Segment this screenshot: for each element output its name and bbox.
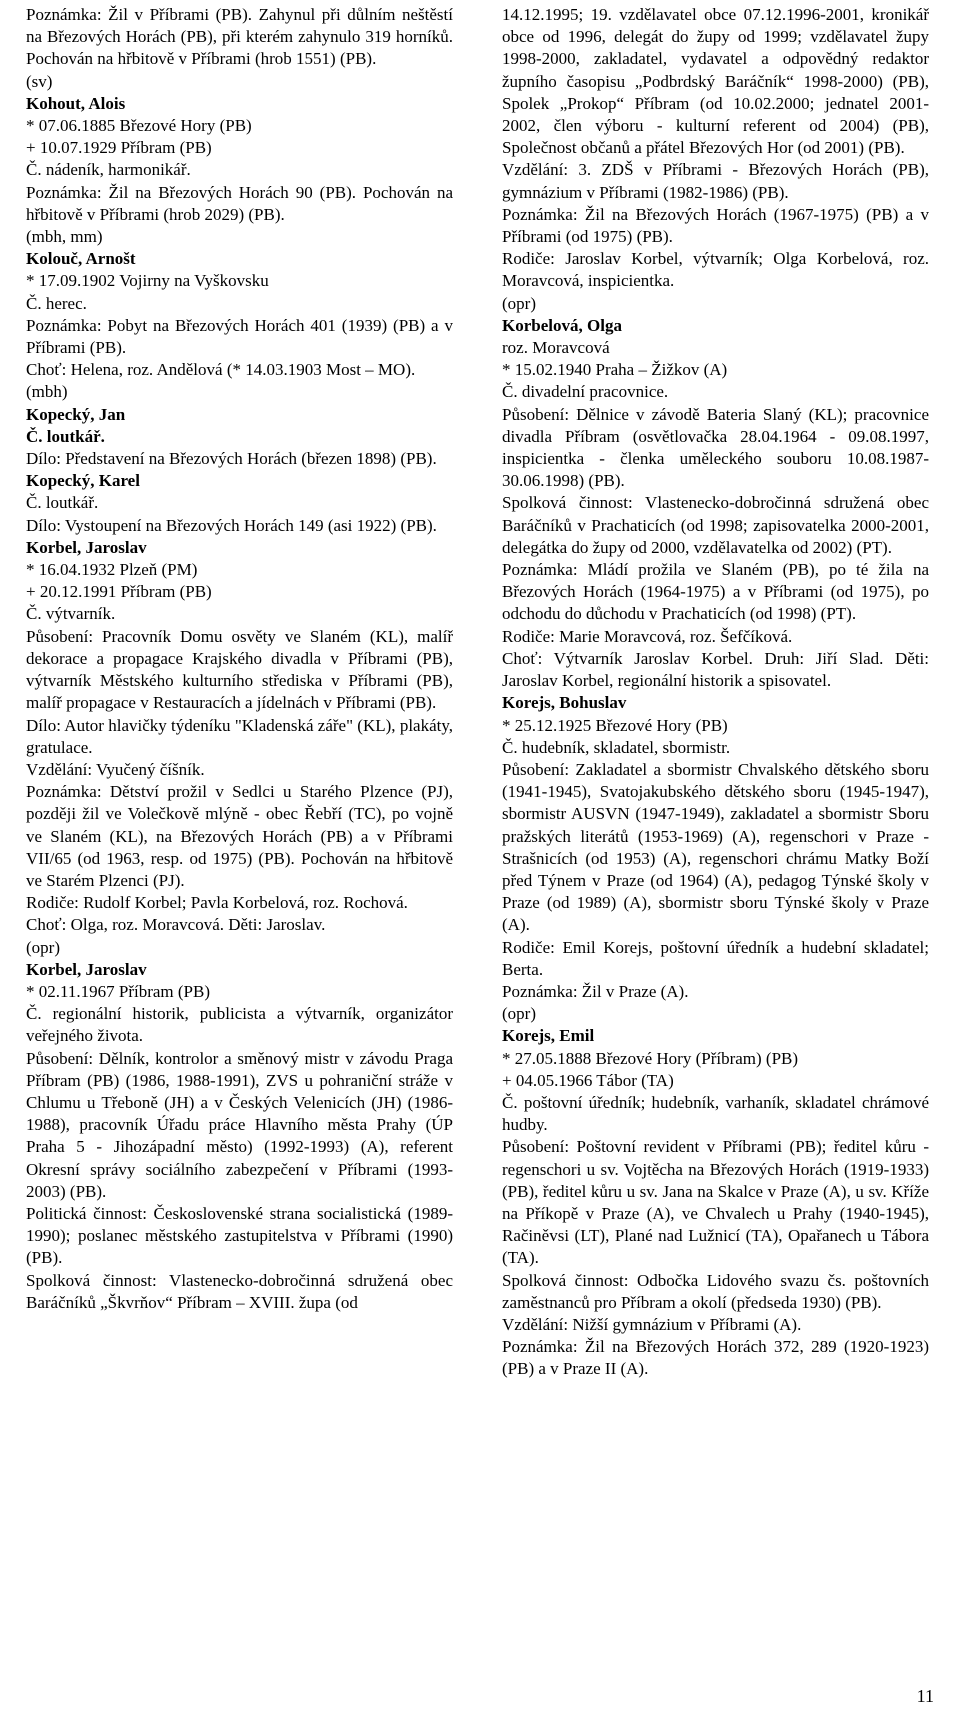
entry-line: (opr)	[502, 293, 536, 313]
entry-line: Choť: Výtvarník Jaroslav Korbel. Druh: Jiří Slad. Děti: Jaroslav Korbel, regionální historik a spisovatel.	[502, 648, 929, 691]
entry-line: Spolková činnost: Odbočka Lidového svazu čs. poštovních zaměstnanců pro Příbram a okolí (předseda 1930) (PB).	[502, 1270, 929, 1312]
entry-heading: Kolouč, Arnošt	[26, 249, 136, 269]
left-column	[26, 4, 453, 1314]
right-column	[502, 4, 929, 1381]
entry-line: * 27.05.1888 Březové Hory (Příbram) (PB)	[502, 1048, 799, 1068]
entry-line: Choť: Olga, roz. Moravcová. Děti: Jaroslav.	[26, 915, 326, 935]
entry-heading: Korbel, Jaroslav	[26, 959, 147, 979]
entry-line: Č. výtvarník.	[26, 604, 116, 624]
entry-line: Působení: Pracovník Domu osvěty ve Slaném (KL), malíř dekorace a propagace Krajského divadla v Příbrami (PB), výtvarník Městského kulturního střediska v Příbrami (PB), malíř propagace v Restauracích a jídelnách v Příbrami (PB).	[26, 626, 453, 713]
entry-line: Poznámka: Pobyt na Březových Horách 401 (1939) (PB) a v Příbrami (PB).	[26, 315, 453, 358]
entry-line: Dílo: Autor hlavičky týdeníku "Kladenská záře" (KL), plakáty, gratulace.	[26, 715, 453, 757]
entry-line: Poznámka: Žil na Březových Horách (1967-1975) (PB) a v Příbrami (od 1975) (PB).	[502, 204, 929, 247]
entry-line: Rodiče: Rudolf Korbel; Pavla Korbelová, roz. Rochová.	[26, 893, 408, 913]
entry-line: Působení: Dělnice v závodě Bateria Slaný (KL); pracovnice divadla Příbram (osvětlovačka 28.04.1964 - 09.08.1997, inspicientka - členka uměleckého souboru 10.08.1987-30.06.1998) (PB).	[502, 404, 929, 491]
entry-line: Dílo: Vystoupení na Březových Horách 149 (asi 1922) (PB).	[26, 515, 437, 535]
entry-line: Působení: Dělník, kontrolor a směnový mistr v závodu Praga Příbram (PB) (1986, 1988-1991), ZVS u pohraniční stráže v Chlumu u Třeboně (JH) a v Českých Velenicích (JH) (1986-1988), pracovník Úřadu práce Hlavního města Prahy (ÚP Praha 5 - Jihozápadní město) (1992-1993) (A), referent Okresní správy sociálního zabezpečení v Příbrami (1993-2003) (PB).	[26, 1048, 453, 1201]
entry-line: Spolková činnost: Vlastenecko-dobročinná sdružená obec Baráčníků v Prachaticích (od 1998; zapisovatelka 2000-2001, delegátka do župy od 2000, vzdělavatelka od 2002) (PT).	[502, 493, 929, 557]
entry-line: (sv)	[26, 71, 53, 91]
entry-line: * 02.11.1967 Příbram (PB)	[26, 981, 211, 1001]
entry-line: Vzdělání: Nižší gymnázium v Příbrami (A).	[502, 1314, 802, 1334]
entry-line: Poznámka: Žil v Praze (A).	[502, 981, 689, 1001]
entry-line: Poznámka: Žil na Březových Horách 90 (PB). Pochován na hřbitově v Příbrami (hrob 2029) (PB).	[26, 182, 453, 224]
entry-heading: Kopecký, Karel	[26, 471, 140, 491]
entry-line: Poznámka: Žil v Příbrami (PB). Zahynul při důlním neštěstí na Březových Horách (PB), při kterém zahynulo 319 horníků. Pochován na hřbitově v Příbrami (hrob 1551) (PB).	[26, 5, 453, 69]
entry-line: * 15.02.1940 Praha – Žižkov (A)	[502, 360, 728, 380]
entry-line: Č. regionální historik, publicista a výtvarník, organizátor veřejného života.	[26, 1004, 453, 1046]
entry-line: Č. poštovní úředník; hudebník, varhaník, skladatel chrámové hudby.	[502, 1092, 929, 1135]
entry-line: Působení: Zakladatel a sbormistr Chvalského dětského sboru (1941-1945), Svatojakubského dětského sboru (1945-1947), sbormistr AUSVN (1947-1949), zakladatel a sbormistr Sboru pražských literátů (1953-1969) (A), regenschori v Praze - Strašnicích (od 1953) (A), regenschori chrámu Matky Boží před Týnem v Praze (od 1964) (A), pedagog Týnské školy v Praze (od 1989) (A), sbormistr sboru Týnské školy v Praze (A).	[502, 759, 929, 935]
entry-line: Rodiče: Emil Korejs, poštovní úředník a hudební skladatel; Berta.	[502, 937, 929, 979]
entry-heading: Korejs, Bohuslav	[502, 693, 627, 713]
entry-line: Politická činnost: Československé strana socialistická (1989-1990); poslanec městského zastupitelstva v Příbrami (1990) (PB).	[26, 1203, 453, 1268]
entry-line: Č. divadelní pracovnice.	[502, 382, 669, 402]
page-number: 11	[916, 1686, 934, 1706]
entry-line: (mbh, mm)	[26, 227, 103, 247]
entry-line: * 25.12.1925 Březové Hory (PB)	[502, 715, 728, 735]
entry-line: + 10.07.1929 Příbram (PB)	[26, 138, 212, 158]
entry-heading: Č. loutkář.	[26, 426, 105, 446]
entry-heading: Korejs, Emil	[502, 1026, 595, 1046]
entry-line: roz. Moravcová	[502, 338, 610, 358]
entry-line: Č. nádeník, harmonikář.	[26, 160, 191, 180]
entry-heading: Korbel, Jaroslav	[26, 537, 147, 557]
entry-line: Působení: Poštovní revident v Příbrami (PB); ředitel kůru - regenschori u sv. Vojtěcha na Březových Horách (1919-1933) (PB), ředitel kůru u sv. Jana na Skalce v Praze (A), u sv. Kříže na Příkopě v Praze (A), ve Chvalech u Prahy (1940-1945), Račiněvsi (LT), Plané nad Lužnicí (TA), Opařanech u Tábora (TA).	[502, 1137, 929, 1268]
entry-line: Poznámka: Dětství prožil v Sedlci u Starého Plzence (PJ), později žil ve Volečkově mlýně - obec Řebří (TC), po vojně ve Slaném (KL), na Březových Horách (PB) a v Příbrami VII/65 (od 1963, resp. od 1975) (PB). Pochován na hřbitově ve Starém Plzenci (PJ).	[26, 782, 453, 890]
entry-heading: Kopecký, Jan	[26, 404, 126, 424]
entry-line: (opr)	[26, 937, 60, 957]
entry-line: Č. herec.	[26, 293, 87, 313]
entry-line: Rodiče: Jaroslav Korbel, výtvarník; Olga Korbelová, roz. Moravcová, inspicientka.	[502, 249, 929, 291]
entry-line: (opr)	[502, 1004, 536, 1024]
entry-heading: Korbelová, Olga	[502, 315, 622, 335]
entry-line: (mbh)	[26, 382, 68, 402]
entry-line: Poznámka: Žil na Březových Horách 372, 289 (1920-1923) (PB) a v Praze II (A).	[502, 1337, 929, 1379]
entry-line: * 07.06.1885 Březové Hory (PB)	[26, 116, 252, 136]
entry-line: Č. loutkář.	[26, 493, 99, 513]
entry-line: Rodiče: Marie Moravcová, roz. Šefčíková.	[502, 626, 793, 646]
entry-line: Dílo: Představení na Březových Horách (březen 1898) (PB).	[26, 449, 437, 469]
entry-line: 14.12.1995; 19. vzdělavatel obce 07.12.1996-2001, kronikář obce od 1996, delegát do župy od 1999; vzdělavatel župy 1998-2000, zakladatel, vydavatel a odpovědný redaktor župního časopisu „Podbrdský Baráčník“ 1998-2000) (PB), Spolek „Prokop“ Příbram (od 10.02.2000; jednatel 2001-2002, člen výboru - kulturní referent od 2004) (PB), Společnost občanů a přátel Březových Hor (od 2001) (PB).	[502, 5, 929, 158]
entry-line: Spolková činnost: Vlastenecko-dobročinná sdružená obec Baráčníků „Škvrňov“ Příbram – XVIII. župa (od	[26, 1270, 453, 1312]
entry-heading: Kohout, Alois	[26, 93, 126, 113]
entry-line: Vzdělání: 3. ZDŠ v Příbrami - Březových Horách (PB), gymnázium v Příbrami (1982-1986) (PB).	[502, 160, 929, 202]
entry-line: * 16.04.1932 Plzeň (PM)	[26, 560, 198, 580]
entry-line: Choť: Helena, roz. Andělová (* 14.03.1903 Most – MO).	[26, 360, 416, 380]
entry-line: * 17.09.1902 Vojirny na Vyškovsku	[26, 271, 269, 291]
entry-line: + 04.05.1966 Tábor (TA)	[502, 1070, 674, 1090]
entry-line: + 20.12.1991 Příbram (PB)	[26, 582, 212, 602]
entry-line: Vzdělání: Vyučený číšník.	[26, 759, 205, 779]
entry-line: Č. hudebník, skladatel, sbormistr.	[502, 737, 731, 757]
entry-line: Poznámka: Mládí prožila ve Slaném (PB), po té žila na Březových Horách (1964-1975) a v Příbrami (od 1975), po odchodu do důchodu v Prachaticích (od 1998) (PT).	[502, 560, 929, 624]
